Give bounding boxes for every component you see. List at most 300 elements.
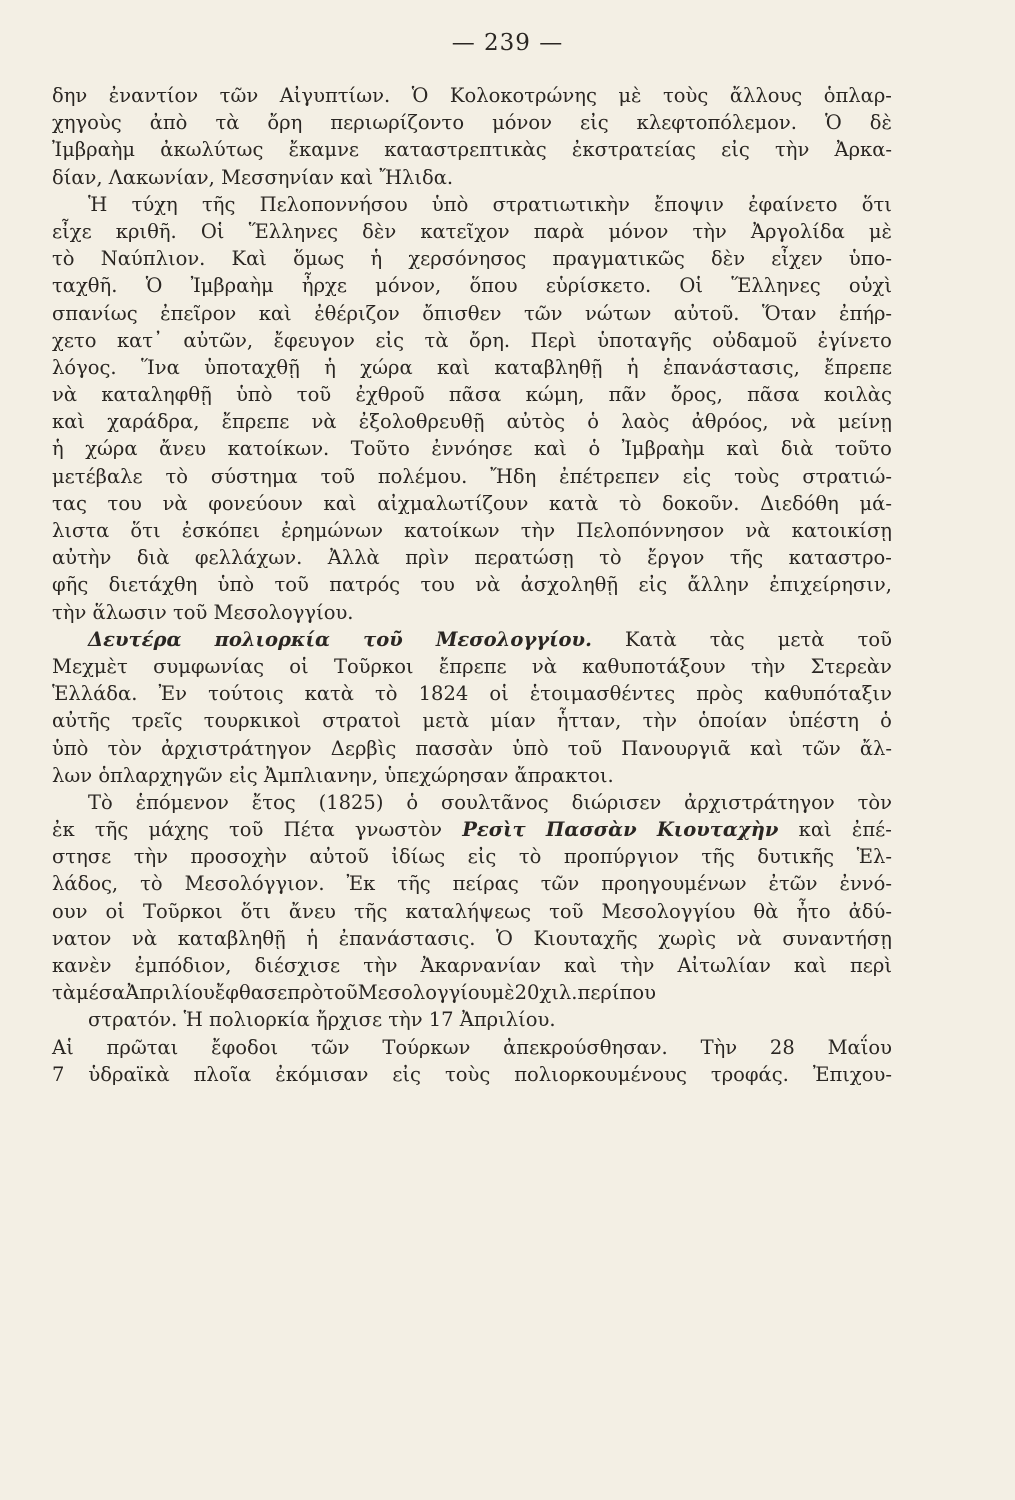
emphasized-name-word: Πασσὰν xyxy=(545,818,637,842)
word: ὑπέστη xyxy=(788,709,859,733)
word: οἱ xyxy=(489,682,509,706)
word: ὅτι xyxy=(240,899,271,923)
word: τὸν xyxy=(857,790,892,814)
word: Αἰγυπτίων. xyxy=(279,84,391,107)
word: Ἡ xyxy=(88,192,108,216)
word: λόγος. xyxy=(52,355,117,379)
word: δην xyxy=(52,84,88,107)
word: τὴν xyxy=(751,654,786,678)
word: Πανουργιᾶ xyxy=(621,736,731,760)
section-heading-word: Δευτέρα xyxy=(88,627,182,651)
word: τῶν xyxy=(802,736,841,760)
word: ἔπρεπε xyxy=(438,654,507,678)
word: ἄνευ xyxy=(159,437,207,461)
word: μάχης xyxy=(148,818,209,842)
word: χαράδρα, xyxy=(107,410,200,434)
word: εἰς xyxy=(392,1062,421,1086)
word: ἐπεῖρον xyxy=(160,301,237,325)
text-line xyxy=(52,1034,892,1061)
word: ὁ xyxy=(588,437,601,461)
text-line xyxy=(52,164,892,191)
text-line xyxy=(52,408,892,435)
section-heading-word: τοῦ xyxy=(363,627,403,651)
text-line xyxy=(52,979,892,1006)
word: τοὺς xyxy=(734,464,780,488)
word: εὑρίσκετο. xyxy=(545,274,652,298)
word: Ναύπλιον. xyxy=(100,247,206,271)
word: τῶν xyxy=(523,301,563,325)
emphasized-name-word: Ρεσὶτ xyxy=(462,818,526,842)
word: ἐπανάστασις. xyxy=(338,926,476,950)
word: τοὺς xyxy=(444,1062,491,1086)
word: πρὶν xyxy=(405,546,449,570)
word: ὅμως xyxy=(293,247,345,271)
word: ἀδύ- xyxy=(848,899,892,923)
word: Πέτα xyxy=(283,818,335,842)
text-line xyxy=(52,136,892,163)
word: τοῦ xyxy=(228,818,264,842)
word: μόνον, xyxy=(375,274,442,298)
word: Ὁ xyxy=(825,111,842,135)
word: τῆς xyxy=(397,872,431,896)
section-heading-word: Μεσολογγίου. xyxy=(435,627,592,651)
word: τὴν xyxy=(642,709,677,733)
word: χερσόνησος xyxy=(408,247,527,271)
word: μόνον xyxy=(492,111,552,135)
word: ἔργον xyxy=(647,546,705,570)
word: τουρκικοὶ xyxy=(203,709,302,733)
text-line xyxy=(52,925,892,952)
word: ἑτοιμασθέντες xyxy=(529,682,676,706)
word: ἐπέ- xyxy=(851,818,892,842)
word: γνωστὸν xyxy=(354,818,442,842)
word: πείρας xyxy=(452,872,519,896)
word: (1825) xyxy=(318,790,384,814)
word: ὄρη. xyxy=(469,328,511,352)
word: νὰ xyxy=(52,383,78,407)
word: Ἀλλὰ xyxy=(327,546,380,570)
text-line xyxy=(52,816,892,843)
word: ὑπὸ xyxy=(52,736,89,760)
page-number: — 239 — xyxy=(451,30,564,56)
word: τῶν xyxy=(540,872,580,896)
word: περατώσῃ xyxy=(474,546,574,570)
word: ὑπὸ xyxy=(431,192,469,216)
word: ἐθέριζον xyxy=(314,301,400,325)
word: πραγματικῶς xyxy=(552,247,685,271)
word: μά- xyxy=(859,491,892,515)
word: αὐτῶν, xyxy=(183,328,254,352)
word: τὰ xyxy=(215,111,240,135)
word: τοῦ xyxy=(567,736,603,760)
word: 28 xyxy=(769,1035,795,1059)
word: δυτικῆς xyxy=(757,845,835,869)
word: Τοῦρκοι xyxy=(333,654,414,678)
word: ἔτος xyxy=(251,790,296,814)
word: εἶχε xyxy=(52,219,92,243)
word: Οἱ xyxy=(200,219,225,243)
word: ὁ xyxy=(406,790,419,814)
text-line xyxy=(52,490,892,517)
text-line xyxy=(52,653,892,680)
word: λων ὁπλαρχηγῶν εἰς Ἀμπλιανην, ὑπεχώρησαν ἄπρακτοι. xyxy=(52,763,614,787)
text-line xyxy=(52,354,892,381)
word: οἱ xyxy=(289,654,309,678)
text-line xyxy=(52,952,892,979)
word: ἦρχε xyxy=(301,274,347,298)
word: ἐχθροῦ xyxy=(355,383,425,407)
word: μίαν xyxy=(490,709,536,733)
word: ὑδραϊκὰ xyxy=(88,1062,170,1086)
word: δὲ xyxy=(869,111,892,135)
word: σπανίως xyxy=(52,301,138,325)
word: νὰ xyxy=(162,491,188,515)
word: Ὁ xyxy=(496,926,513,950)
word: καὶ xyxy=(52,410,86,434)
word: δίαν, Λακωνίαν, Μεσσηνίαν καὶ Ἤλιδα. xyxy=(52,165,454,189)
word: προηγουμένων xyxy=(601,872,747,896)
word: Τοῦρκοι xyxy=(142,899,223,923)
word: Ἤδη xyxy=(490,464,537,488)
word: ὑποταχθῇ xyxy=(204,355,300,379)
word: καταστρεπτικὰς xyxy=(384,138,547,162)
word: καὶ xyxy=(564,954,598,977)
word: ταχθῆ. xyxy=(52,274,118,298)
word: τοῦ xyxy=(296,383,332,407)
word: τῶν xyxy=(310,1035,350,1059)
word: Ἵνα xyxy=(141,355,180,379)
word: τοῦ xyxy=(323,981,358,1005)
word: ἡ xyxy=(626,355,639,379)
word: προσοχὴν xyxy=(190,845,287,869)
word: ἐπιχείρησιν, xyxy=(769,573,892,597)
text-line xyxy=(52,843,892,870)
word: ἔκαμνε xyxy=(288,138,360,162)
word: τὸ xyxy=(140,872,163,896)
word: νὰ xyxy=(745,519,771,542)
word: τῆς xyxy=(353,899,388,923)
word: Πελοποννήσου xyxy=(259,192,408,216)
word: εἰς xyxy=(638,573,668,597)
text-line xyxy=(52,870,892,897)
word: Ἕλληνες xyxy=(731,274,821,298)
word: ὑπὸ xyxy=(512,736,549,760)
text-line xyxy=(52,789,892,816)
word: αὐτὸς xyxy=(506,410,566,434)
word: ἐναντίον xyxy=(108,84,199,107)
word: Τὴν xyxy=(700,1035,738,1059)
word: ἔποψιν xyxy=(654,192,724,216)
word: χιλ. xyxy=(539,981,578,1005)
word: Ἰμβραὴμ xyxy=(52,138,136,162)
word: λάδος, xyxy=(52,872,119,896)
word: τρεῖς xyxy=(131,709,183,733)
text-line xyxy=(52,707,892,734)
word: καὶ xyxy=(750,736,784,760)
word: Ἐν xyxy=(158,682,187,706)
word: μετὰ xyxy=(777,627,825,651)
word: μέσα xyxy=(75,981,126,1005)
body-text xyxy=(52,82,892,1088)
text-line xyxy=(52,680,892,707)
text-line xyxy=(52,245,892,272)
word: Ὁ xyxy=(411,84,429,107)
word: ἄλλην xyxy=(687,573,749,597)
word: μετέβαλε xyxy=(52,464,143,488)
word: κατεῖχον xyxy=(420,219,510,243)
word: Μαΐου xyxy=(827,1035,892,1059)
word: ὑποταγῆς xyxy=(597,328,692,352)
word: ἰδίως xyxy=(391,845,446,869)
word: τῆς xyxy=(201,192,236,216)
text-line xyxy=(52,300,892,327)
word: Ἐπιχου- xyxy=(812,1062,892,1086)
word: τροφάς. xyxy=(710,1062,789,1086)
word: τὴν xyxy=(774,138,810,162)
word: τούτοις xyxy=(208,682,284,706)
word: Ἀργολίδα xyxy=(750,219,845,243)
text-line xyxy=(52,544,892,571)
word: ἐφαίνετο xyxy=(748,192,838,216)
word: ἡ xyxy=(370,247,383,271)
word: νατον xyxy=(52,926,112,950)
word: τὸ xyxy=(165,464,188,488)
word: μὲ xyxy=(868,219,892,243)
word: στησε xyxy=(52,845,112,869)
word: ὑπὸ xyxy=(217,573,255,597)
word: τας xyxy=(52,491,87,515)
word: ἐτῶν xyxy=(768,872,818,896)
word: τοὺς xyxy=(663,84,709,107)
word: ὄρη xyxy=(267,111,303,135)
word: κοιλὰς xyxy=(823,383,892,407)
word: τῶν xyxy=(219,84,259,107)
text-line xyxy=(52,735,892,762)
word: πολέμου. xyxy=(377,464,468,488)
word: καὶ xyxy=(533,437,567,461)
word: ἐρημώνων xyxy=(281,519,383,542)
text-line xyxy=(52,571,892,598)
word: Ἑλλάδα. xyxy=(52,682,138,706)
word: ὁποίαν xyxy=(698,709,768,733)
word: Οἱ xyxy=(679,274,704,298)
word: Μεχμὲτ xyxy=(52,654,128,678)
word: τὰς xyxy=(709,627,745,651)
word: εἰς xyxy=(721,138,750,162)
word: τὴν xyxy=(520,519,556,542)
section-heading-word: πολιορκία xyxy=(214,627,330,651)
word: ἀπὸ xyxy=(149,111,188,135)
word: ἔφοδοι xyxy=(211,1035,279,1059)
word: εἰς xyxy=(579,111,609,135)
word: καὶ xyxy=(793,954,827,977)
word: πρῶται xyxy=(106,1035,179,1059)
text-line xyxy=(52,463,892,490)
word: διώρισεν xyxy=(571,790,662,814)
word: νὰ xyxy=(311,410,337,434)
word: χετο xyxy=(52,328,97,352)
text-line xyxy=(52,218,892,245)
word: οὐδαμοῦ xyxy=(712,328,798,352)
text-line xyxy=(52,327,892,354)
text-line xyxy=(52,1061,892,1088)
word: κλεφτοπόλεμον. xyxy=(636,111,797,135)
word: τὰ xyxy=(52,981,76,1005)
word: αὐτοῦ. xyxy=(673,301,740,325)
word: ὑπο- xyxy=(848,247,892,271)
word: ἡ xyxy=(52,437,64,461)
text-line xyxy=(52,82,892,109)
word: κατοίκων xyxy=(404,519,500,542)
word: ὄπισθεν xyxy=(422,301,502,325)
word: τὴν xyxy=(363,954,398,977)
word: παρὰ xyxy=(533,219,585,243)
word: ἀθρόος, xyxy=(691,410,769,434)
word: ἔπρεπε xyxy=(221,410,290,434)
word: Ἑλ- xyxy=(856,845,892,869)
word: πασσὰν xyxy=(415,736,494,760)
word: ἐννόησε xyxy=(431,437,513,461)
word: τὸ xyxy=(518,845,542,869)
word: κριθῆ. xyxy=(115,219,177,243)
word: πᾶσα xyxy=(747,383,800,407)
word: Αἱ xyxy=(52,1035,74,1059)
word: καταβληθῇ xyxy=(177,926,286,950)
word: διέσχισε xyxy=(254,954,341,977)
word: προπύργιον xyxy=(563,845,679,869)
word: ἀρχιστράτηγον xyxy=(684,790,835,814)
word: ὅτι xyxy=(130,519,161,542)
word: θὰ xyxy=(753,899,779,923)
word: καὶ xyxy=(258,301,292,325)
word: τὴν xyxy=(133,845,169,869)
word: Κολοκοτρώνης xyxy=(449,84,597,107)
word: τῆς xyxy=(701,845,735,869)
word: τὴν ἅλωσιν τοῦ Μεσολογγίου. xyxy=(52,600,354,624)
word: δὲν xyxy=(711,247,746,271)
word: νὰ xyxy=(736,926,762,950)
word: καταστρο- xyxy=(788,546,892,570)
word: πᾶσα xyxy=(448,383,502,407)
word: φονεύουν xyxy=(208,491,303,515)
word: ἑπόμενον xyxy=(135,790,229,814)
word: μόνον xyxy=(608,219,669,243)
word: μείνῃ xyxy=(837,410,892,434)
word: τὸ xyxy=(599,546,622,570)
word: χηγοὺς xyxy=(52,111,122,135)
word: μὲ xyxy=(491,981,515,1005)
word: ἔφευγον xyxy=(273,328,355,352)
word: Περὶ xyxy=(530,328,577,352)
word: πᾶν xyxy=(608,383,647,407)
word: σουλτᾶνος xyxy=(440,790,549,814)
word: ἐπέτρεπεν xyxy=(559,464,660,488)
text-line xyxy=(52,898,892,925)
word: Ὁ xyxy=(145,274,163,298)
word: τὸ xyxy=(375,682,398,706)
word: δοκοῦν. xyxy=(662,491,740,515)
word: ἄνευ xyxy=(288,899,336,923)
word: ἐξολοθρευθῇ xyxy=(358,410,485,434)
word: Ἐκ xyxy=(346,872,376,896)
text-line xyxy=(52,381,892,408)
word: εἰς xyxy=(682,464,712,488)
text-line xyxy=(52,191,892,218)
word: ὄρος, xyxy=(670,383,723,407)
word: τὴν xyxy=(692,219,727,243)
word: τὴν xyxy=(620,954,655,977)
word: τῆς xyxy=(729,546,764,570)
word: ἡ xyxy=(324,355,336,379)
word: καταβληθῇ xyxy=(494,355,603,379)
word: ὁ xyxy=(587,410,599,434)
word: κατὰ xyxy=(304,682,354,706)
word: Πελοπόννησον xyxy=(576,519,725,542)
word: Μεσολόγγιον. xyxy=(184,872,325,896)
word: Δερβὶς xyxy=(330,736,397,760)
word: Κιουταχῆς xyxy=(533,926,638,950)
word: Ἀπριλίου xyxy=(125,981,215,1005)
word: δὲν xyxy=(362,219,397,243)
word: καθυποτάξουν xyxy=(582,654,726,678)
word: κατὰ xyxy=(549,491,599,515)
word: Τοῦτο xyxy=(350,437,410,461)
word: ἐπήρ- xyxy=(838,301,892,325)
word: νὰ xyxy=(475,573,501,597)
text-line xyxy=(52,599,892,626)
word: συμφωνίας xyxy=(153,654,265,678)
word: τῆς xyxy=(94,818,129,842)
word: Ἕλληνες xyxy=(248,219,339,243)
word: καταλήψεως xyxy=(405,899,532,923)
word: ἐκ xyxy=(52,818,75,842)
word: Ἰμβραὴμ xyxy=(621,437,705,461)
word: νὰ xyxy=(790,410,816,434)
word: λιστα xyxy=(52,519,110,542)
word: Ἀρκα- xyxy=(834,138,892,162)
word: 20 xyxy=(514,981,540,1005)
word: Καὶ xyxy=(231,247,267,271)
word: νὰ xyxy=(132,926,158,950)
word: λαὸς xyxy=(621,410,670,434)
word: οὐχὶ xyxy=(848,274,892,298)
word: ἐκόμισαν xyxy=(275,1062,369,1086)
word: χώρα xyxy=(360,355,413,379)
word: ἐννό- xyxy=(839,872,892,896)
word: μετὰ xyxy=(422,709,470,733)
word: συναντήσῃ xyxy=(782,926,892,950)
word: Ἀκαρνανίαν xyxy=(420,954,541,977)
word: ὁ xyxy=(880,709,892,733)
word: ἀκωλύτως xyxy=(160,138,264,162)
text-line xyxy=(52,626,892,653)
word: κανὲν xyxy=(52,954,112,977)
word: τύχη xyxy=(131,192,178,216)
word: καὶ xyxy=(437,355,471,379)
word: πολιορκουμένους xyxy=(514,1062,687,1086)
word: ἦτο xyxy=(796,899,831,923)
word: ὅτι xyxy=(861,192,892,216)
text-line xyxy=(52,1006,892,1033)
text-line xyxy=(52,762,892,789)
word: ἡ xyxy=(306,926,319,950)
text-line xyxy=(52,109,892,136)
word: αὐτοῦ xyxy=(309,845,369,869)
word: Μεσολογγίου xyxy=(357,981,492,1005)
word: νὰ xyxy=(531,654,557,678)
word: χωρὶς xyxy=(658,926,717,950)
text-line xyxy=(52,517,892,544)
